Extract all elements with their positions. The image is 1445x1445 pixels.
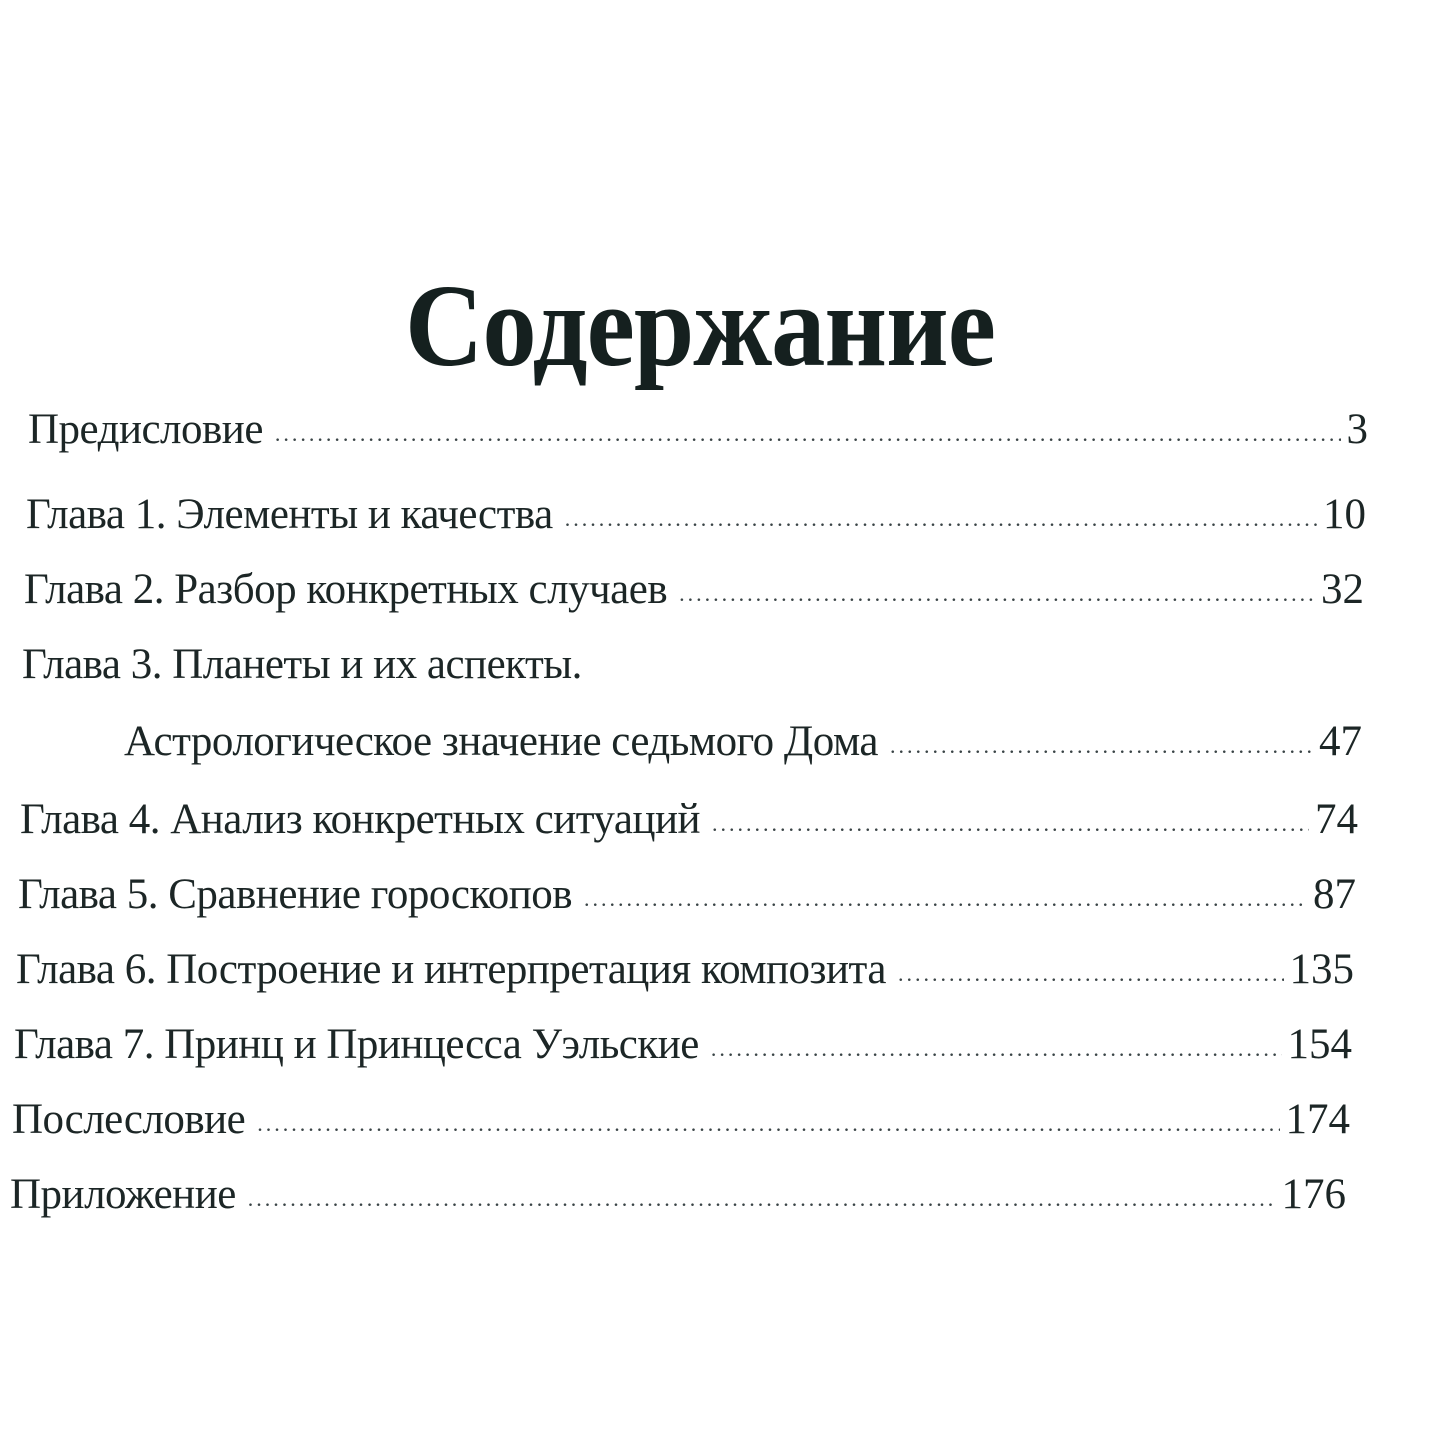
toc-entry-page: 3 (1346, 406, 1368, 453)
toc-entry-page: 176 (1281, 1171, 1346, 1218)
toc-entry-label: Глава 7. Принц и Принцесса Уэльские (14, 1021, 699, 1068)
toc-entry-page: 10 (1323, 491, 1366, 538)
toc-entry-label: Глава 3. Планеты и их аспекты. (22, 641, 582, 688)
toc-entry-page: 154 (1287, 1021, 1352, 1068)
toc-entry-chapter-7 (14, 1020, 1352, 1069)
toc-entry-label: Предисловие (28, 406, 263, 453)
toc-entry-label: Послесловие (12, 1096, 246, 1143)
toc-entry-label: Астрологическое значение седьмого Дома (124, 718, 878, 765)
toc-entry-label: Глава 1. Элементы и качества (26, 491, 553, 538)
dot-leader (257, 1111, 1279, 1137)
toc-entry-page: 174 (1285, 1096, 1350, 1143)
dot-leader (898, 961, 1284, 987)
dot-leader (890, 733, 1313, 759)
toc-entry-page: 87 (1313, 871, 1356, 918)
toc-entry-page: 74 (1315, 796, 1358, 843)
toc-entry-chapter-6 (16, 945, 1354, 994)
toc-entry-page: 135 (1289, 946, 1354, 993)
toc-entry-label: Глава 4. Анализ конкретных ситуаций (20, 796, 700, 843)
toc-entry-page: 47 (1319, 718, 1362, 765)
toc-entry-afterword (12, 1095, 1350, 1144)
page-title: Содержание (404, 260, 996, 391)
toc-entry-label: Глава 5. Сравнение гороскопов (18, 871, 573, 918)
toc-entry-label: Приложение (10, 1171, 236, 1218)
toc-entry-chapter-3-subtitle (124, 717, 1362, 766)
dot-leader (711, 1036, 1282, 1062)
dot-leader (584, 886, 1307, 912)
toc-entry-label: Глава 6. Построение и интерпретация композита (16, 946, 886, 993)
toc-entry-chapter-5 (18, 870, 1356, 919)
dot-leader (565, 506, 1317, 532)
toc-entry-label: Глава 2. Разбор конкретных случаев (24, 566, 668, 613)
toc-entry-chapter-3 (22, 640, 1362, 689)
toc-entry-appendix (10, 1170, 1346, 1219)
toc-entry-chapter-2 (24, 565, 1364, 614)
dot-leader (679, 581, 1315, 607)
toc-entry-preface (28, 405, 1368, 454)
toc-entry-page: 32 (1321, 566, 1364, 613)
toc-entry-chapter-4 (20, 795, 1358, 844)
toc-entry-chapter-1 (26, 490, 1366, 539)
dot-leader (275, 421, 1341, 447)
dot-leader (248, 1186, 1276, 1212)
dot-leader (712, 811, 1309, 837)
